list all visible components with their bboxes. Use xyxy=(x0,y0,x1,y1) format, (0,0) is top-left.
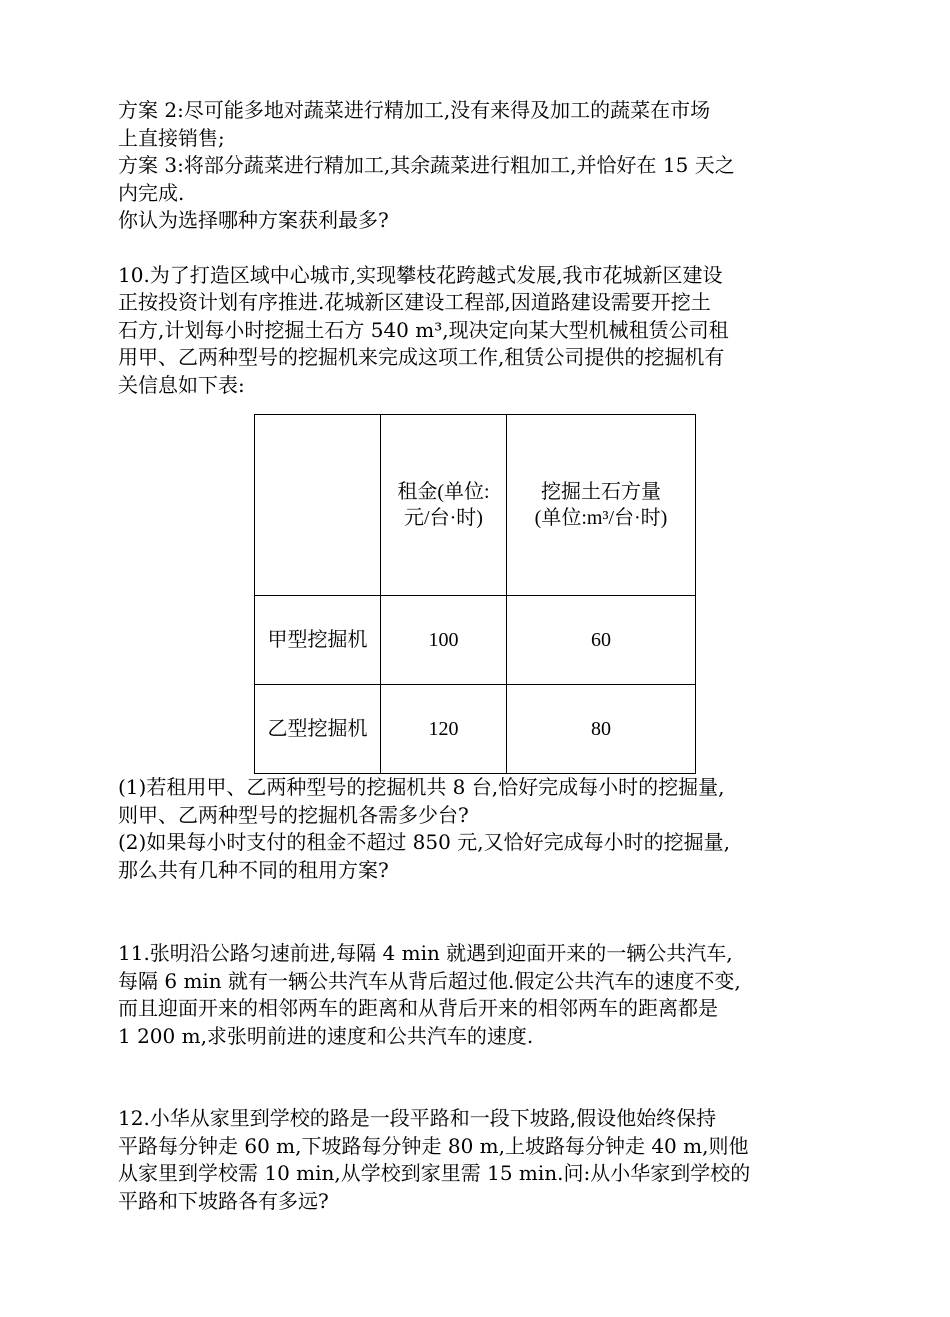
table-header-row xyxy=(255,415,696,596)
text-line: 方案 3:将部分蔬菜进行精加工,其余蔬菜进行粗加工,并恰好在 15 天之 xyxy=(118,153,735,177)
header-volume-line1: 挖掘土石方量 xyxy=(541,481,661,503)
text-line: 石方,计划每小时挖掘土石方 540 m³,现决定向某大型机械租赁公司租 xyxy=(118,317,729,342)
rent-cell: 100 xyxy=(381,596,507,685)
text-line: 关信息如下表: xyxy=(118,372,245,397)
header-rent-line1: 租金(单位: xyxy=(397,481,490,503)
text-line: 而且迎面开来的相邻两车的距离和从背后开来的相邻两车的距离都是 xyxy=(118,996,718,1020)
text-line: 那么共有几种不同的租用方案? xyxy=(118,857,389,882)
excavator-name-cell: 乙型挖掘机 xyxy=(255,685,381,774)
text-line: 11.张明沿公路匀速前进,每隔 4 min 就遇到迎面开来的一辆公共汽车, xyxy=(118,941,733,965)
text-line: 12.小华从家里到学校的路是一段平路和一段下坡路,假设他始终保持 xyxy=(118,1106,717,1130)
volume-cell: 60 xyxy=(507,596,696,685)
text-line: 你认为选择哪种方案获利最多? xyxy=(118,208,389,232)
text-line: 用甲、乙两种型号的挖掘机来完成这项工作,租赁公司提供的挖掘机有 xyxy=(118,345,725,369)
question-12 xyxy=(118,1105,838,1215)
text-line: 平路每分钟走 60 m,下坡路每分钟走 80 m,上坡路每分钟走 40 m,则他 xyxy=(118,1133,749,1158)
volume-cell: 80 xyxy=(507,685,696,774)
text-line: 方案 2:尽可能多地对蔬菜进行精加工,没有来得及加工的蔬菜在市场 xyxy=(118,98,711,122)
document-page xyxy=(118,97,838,1215)
header-volume-line2: (单位:m³/台·时) xyxy=(534,507,668,529)
text-line: 1 200 m,求张明前进的速度和公共汽车的速度. xyxy=(118,1023,534,1048)
text-line: 内完成. xyxy=(118,180,185,205)
header-rent-line2: 元/台·时) xyxy=(404,507,483,529)
scheme-options xyxy=(118,97,838,235)
text-line: (1)若租用甲、乙两种型号的挖掘机共 8 台,恰好完成每小时的挖掘量, xyxy=(118,775,725,799)
text-line: 则甲、乙两种型号的挖掘机各需多少台? xyxy=(118,802,469,827)
text-line: (2)如果每小时支付的租金不超过 850 元,又恰好完成每小时的挖掘量, xyxy=(118,830,730,854)
table-row xyxy=(255,685,696,774)
text-line: 上直接销售; xyxy=(118,125,225,150)
table-row xyxy=(255,596,696,685)
question-10 xyxy=(118,262,838,885)
header-cell-volume xyxy=(507,415,696,596)
question-11 xyxy=(118,940,838,1050)
excavator-info-table xyxy=(254,414,696,774)
rent-cell: 120 xyxy=(381,685,507,774)
text-line: 10.为了打造区域中心城市,实现攀枝花跨越式发展,我市花城新区建设 xyxy=(118,262,723,287)
excavator-name-cell: 甲型挖掘机 xyxy=(255,596,381,685)
text-line: 正按投资计划有序推进.花城新区建设工程部,因道路建设需要开挖土 xyxy=(118,290,711,314)
text-line: 每隔 6 min 就有一辆公共汽车从背后超过他.假定公共汽车的速度不变, xyxy=(118,968,741,993)
header-cell-empty xyxy=(255,415,381,596)
header-cell-rent xyxy=(381,415,507,596)
text-line: 平路和下坡路各有多远? xyxy=(118,1188,329,1213)
text-line: 从家里到学校需 10 min,从学校到家里需 15 min.问:从小华家到学校的 xyxy=(118,1161,751,1185)
